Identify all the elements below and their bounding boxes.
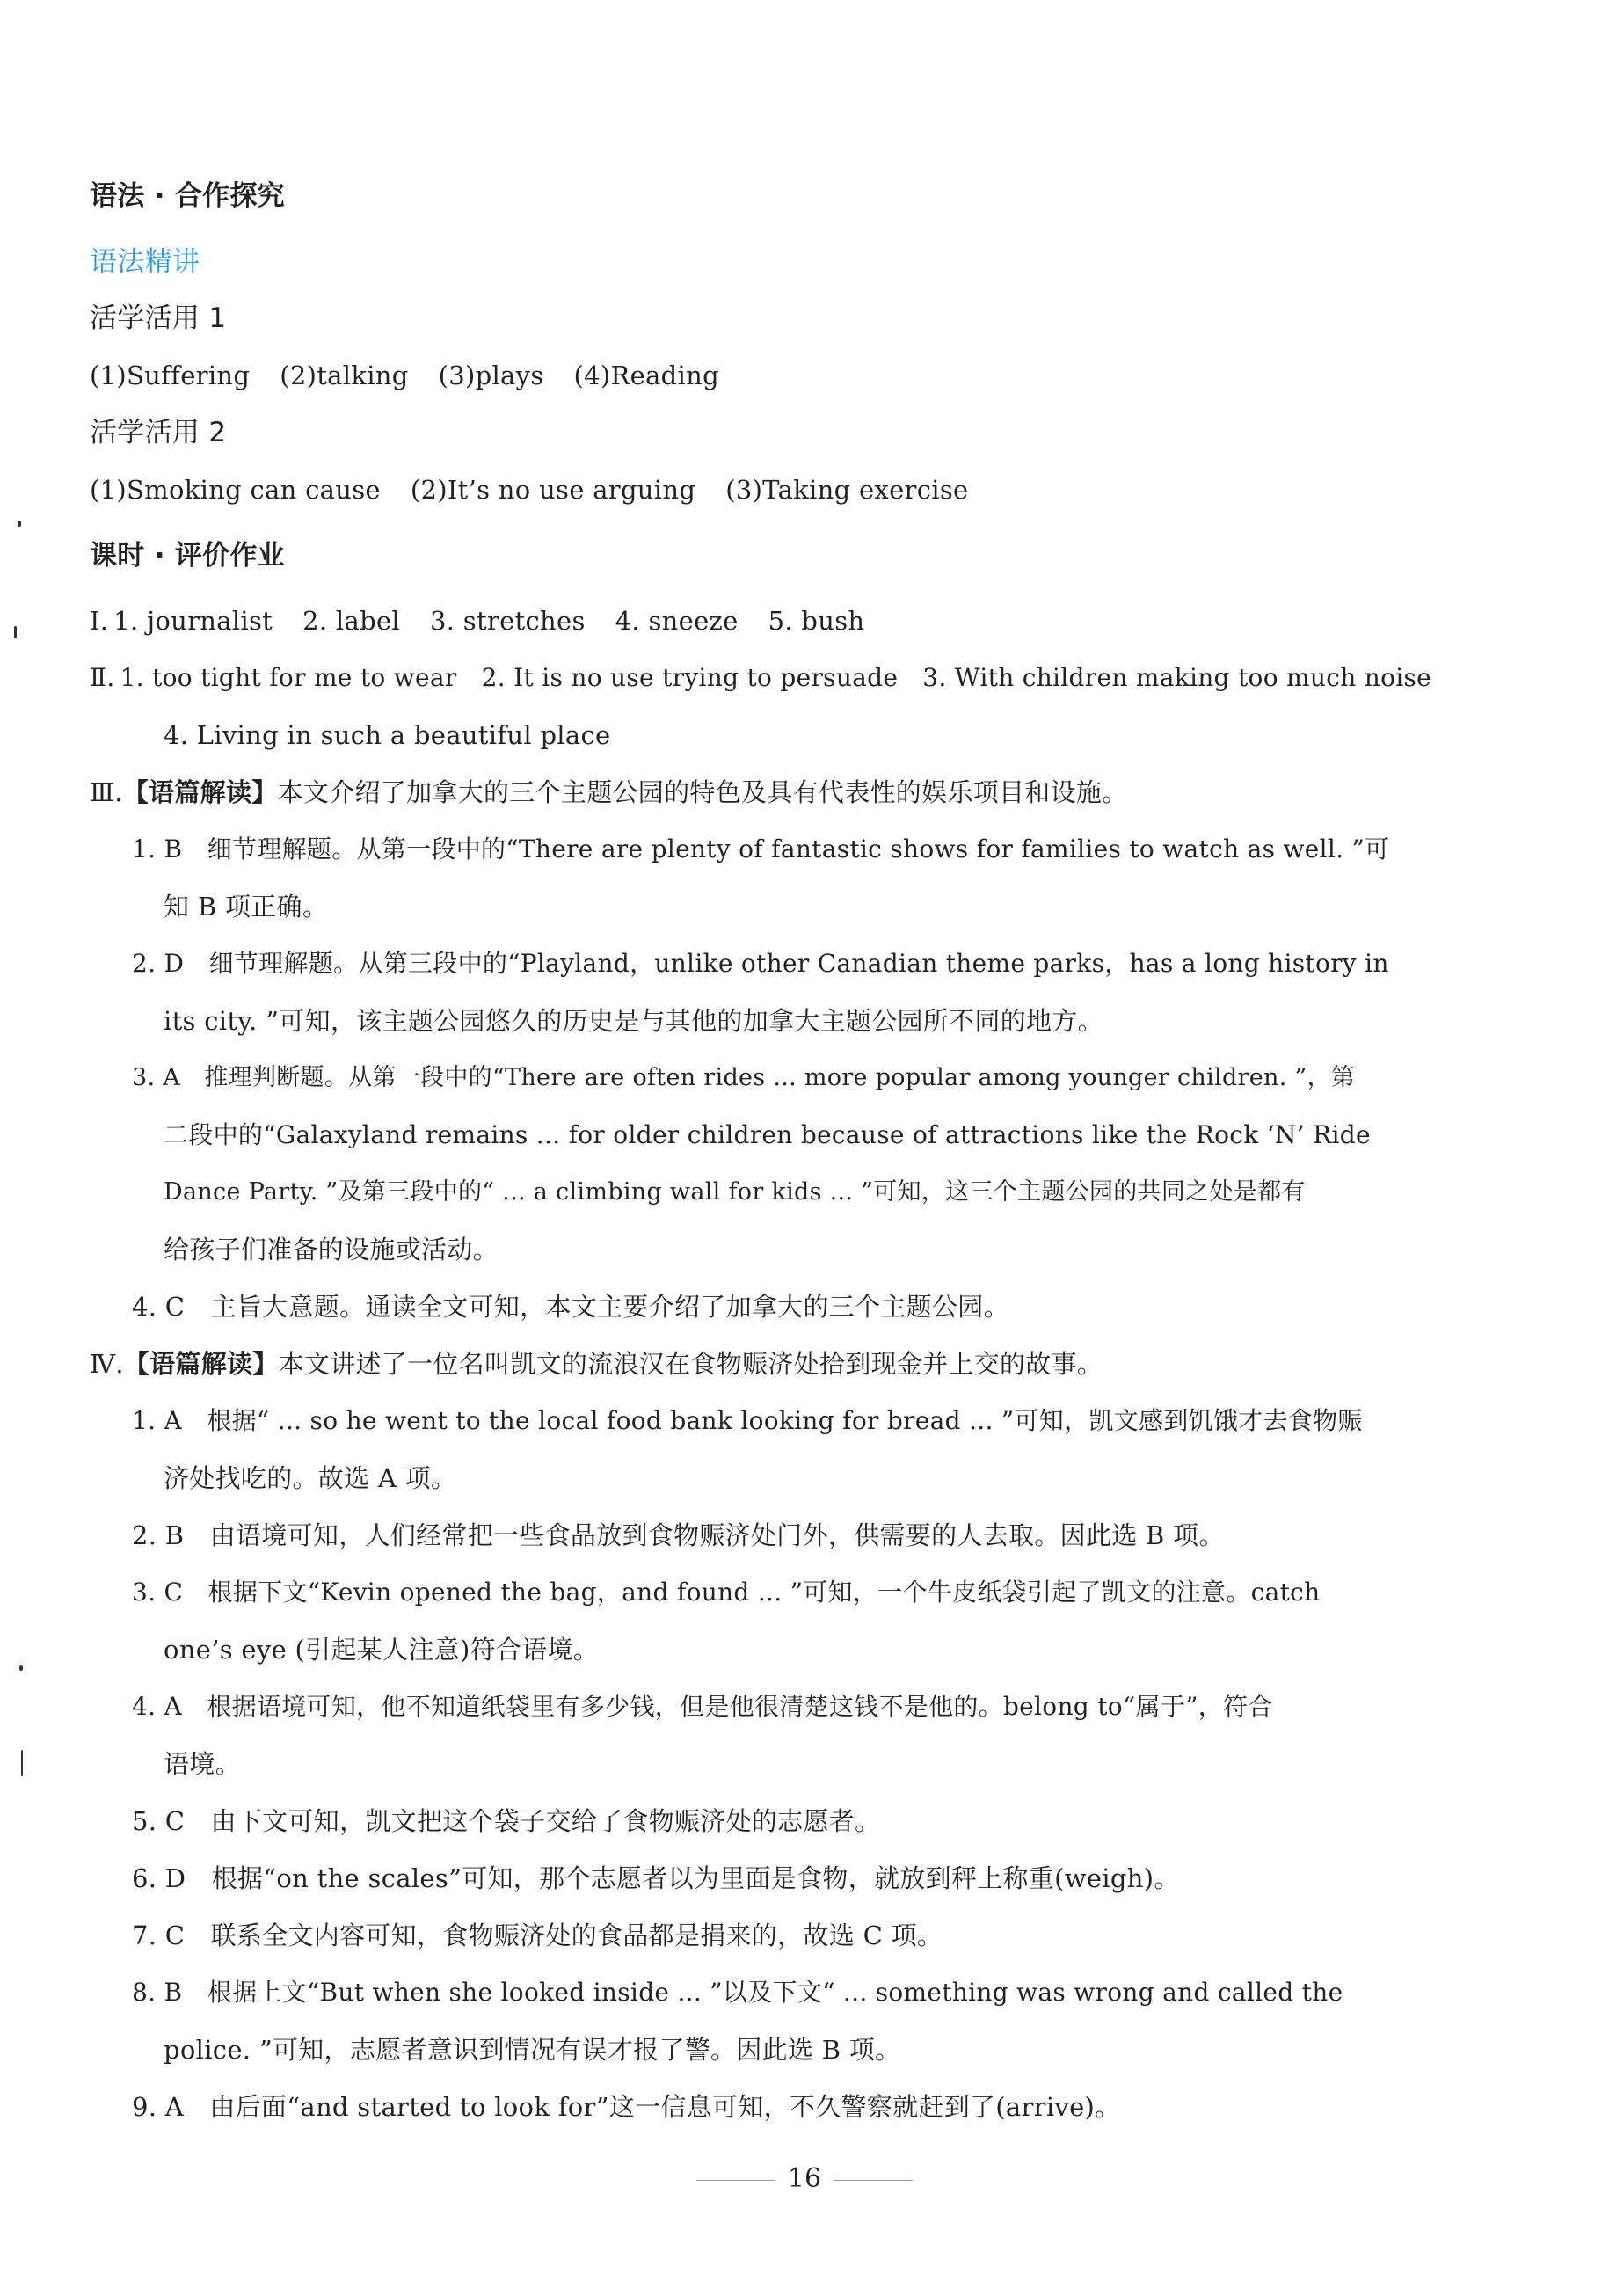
part4-line: 9. A 由后面“and started to look for”这一信息可知，不久警察就赶到了(arrive)。 xyxy=(132,2092,1121,2122)
part1-answer: 4. sneeze xyxy=(615,606,739,636)
practice1-title: 活学活用 1 xyxy=(90,302,227,334)
part4-line: police. ”可知，志愿者意识到情况有误才报了警。因此选 B 项。 xyxy=(164,2035,901,2065)
scan-speck xyxy=(14,626,17,638)
part4-line: 5. C 由下文可知，凯文把这个袋子交给了食物赈济处的志愿者。 xyxy=(132,1806,881,1836)
part3-intro xyxy=(90,773,1444,812)
page-number-text: 16 xyxy=(787,2163,822,2194)
part3-line: 二段中的“Galaxyland remains ... for older children because of attractions like the Rock ‘N’ Ride xyxy=(164,1120,1371,1149)
part3-line: 2. D 细节理解题。从第三段中的“Playland，unlike other Canadian theme parks，has a long history in xyxy=(132,949,1389,978)
practice2-answer: (2)It’s no use arguing xyxy=(410,475,696,505)
part4-intro-text: 本文讲述了一位名叫凯文的流浪汉在食物赈济处拾到现金并上交的故事。 xyxy=(278,1349,1103,1379)
part2-line2: 4. Living in such a beautiful place xyxy=(164,720,611,750)
grammar-subtitle: 语法精讲 xyxy=(90,246,200,278)
practice1-answers xyxy=(90,356,1444,395)
part4-line: one’s eye (引起某人注意)符合语境。 xyxy=(164,1635,600,1665)
scan-speck xyxy=(18,521,21,527)
part2-answer: 3. With children making too much noise xyxy=(922,663,1432,692)
scan-speck xyxy=(21,1750,23,1776)
part4-label: Ⅳ. xyxy=(90,1349,124,1379)
part4-line: 1. A 根据“ ... so he went to the local food bank looking for bread ... ”可知，凯文感到饥饿才去食物赈 xyxy=(132,1406,1363,1435)
part3-line: 4. C 主旨大意题。通读全文可知，本文主要介绍了加拿大的三个主题公园。 xyxy=(132,1292,1009,1322)
practice1-answer: (2)talking xyxy=(280,361,409,390)
part3-line: Dance Party. ”及第三段中的“ ... a climbing wall for kids ... ”可知，这三个主题公园的共同之处是都有 xyxy=(164,1178,1306,1206)
page-number-left-rule xyxy=(696,2180,775,2181)
part3-intro-text: 本文介绍了加拿大的三个主题公园的特色及具有代表性的娱乐项目和设施。 xyxy=(277,777,1128,807)
part3-line: 知 B 项正确。 xyxy=(164,892,329,922)
scan-speck xyxy=(19,1665,23,1671)
practice1-answer: (4)Reading xyxy=(573,361,719,390)
part2-line1 xyxy=(90,659,1444,697)
practice2-title: 活学活用 2 xyxy=(90,417,227,448)
practice2-answers xyxy=(90,470,1444,509)
part4-line: 4. A 根据语境可知，他不知道纸袋里有多少钱，但是他很清楚这钱不是他的。belong to“属于”，符合 xyxy=(132,1692,1273,1721)
part4-line: 6. D 根据“on the scales”可知，那个志愿者以为里面是食物，就放到秤上称重(weigh)。 xyxy=(132,1863,1180,1893)
part3-tag: 【语篇解读】 xyxy=(122,777,278,807)
part4-line: 7. C 联系全文内容可知，食物赈济处的食品都是捐来的，故选 C 项。 xyxy=(132,1921,943,1950)
part1-answer: 1. journalist xyxy=(113,606,273,636)
part4-line: 8. B 根据上文“But when she looked inside ... ”以及下文“ ... something was wrong and called the xyxy=(132,1978,1343,2007)
part1-answer: 3. stretches xyxy=(429,606,586,636)
practice2-answer: (3)Taking exercise xyxy=(725,475,969,505)
practice1-answer: (1)Suffering xyxy=(90,361,251,390)
section-title-grammar: 语法 · 合作探究 xyxy=(90,180,286,212)
part1-answer: 5. bush xyxy=(768,606,865,636)
part4-tag: 【语篇解读】 xyxy=(123,1349,279,1379)
section-title-homework: 课时 · 评价作业 xyxy=(90,540,286,572)
part3-label: Ⅲ. xyxy=(90,777,123,807)
part2-answer: 2. It is no use trying to persuade xyxy=(481,663,899,692)
part3-line: 3. A 推理判断题。从第一段中的“There are often rides ... more popular among younger children. ”，第 xyxy=(132,1064,1356,1091)
page-number-right-rule xyxy=(834,2180,913,2181)
page-number xyxy=(0,2160,1609,2198)
part1-answer: 2. label xyxy=(302,606,400,636)
part3-line: 给孩子们准备的设施或活动。 xyxy=(164,1235,499,1265)
part3-line: its city. ”可知，该主题公园悠久的历史是与其他的加拿大主题公园所不同的地方。 xyxy=(164,1006,1103,1036)
part1-label: Ⅰ. xyxy=(90,606,109,636)
part4-line: 济处找吃的。故选 A 项。 xyxy=(164,1463,457,1493)
part1-answers xyxy=(90,601,1444,640)
part2-answer: 1. too tight for me to wear xyxy=(120,663,457,692)
part3-line: 1. B 细节理解题。从第一段中的“There are plenty of fantastic shows for families to watch as well. ”可 xyxy=(132,835,1390,864)
part4-intro xyxy=(90,1345,1444,1383)
part2-label: Ⅱ. xyxy=(90,663,115,692)
part4-line: 语境。 xyxy=(164,1749,241,1779)
part4-line: 2. B 由语境可知，人们经常把一些食品放到食物赈济处门外，供需要的人去取。因此选 B 项。 xyxy=(132,1520,1225,1550)
practice2-answer: (1)Smoking can cause xyxy=(90,475,381,505)
part4-line: 3. C 根据下文“Kevin opened the bag，and found ... ”可知，一个牛皮纸袋引起了凯文的注意。catch xyxy=(132,1578,1321,1607)
practice1-answer: (3)plays xyxy=(438,361,544,390)
